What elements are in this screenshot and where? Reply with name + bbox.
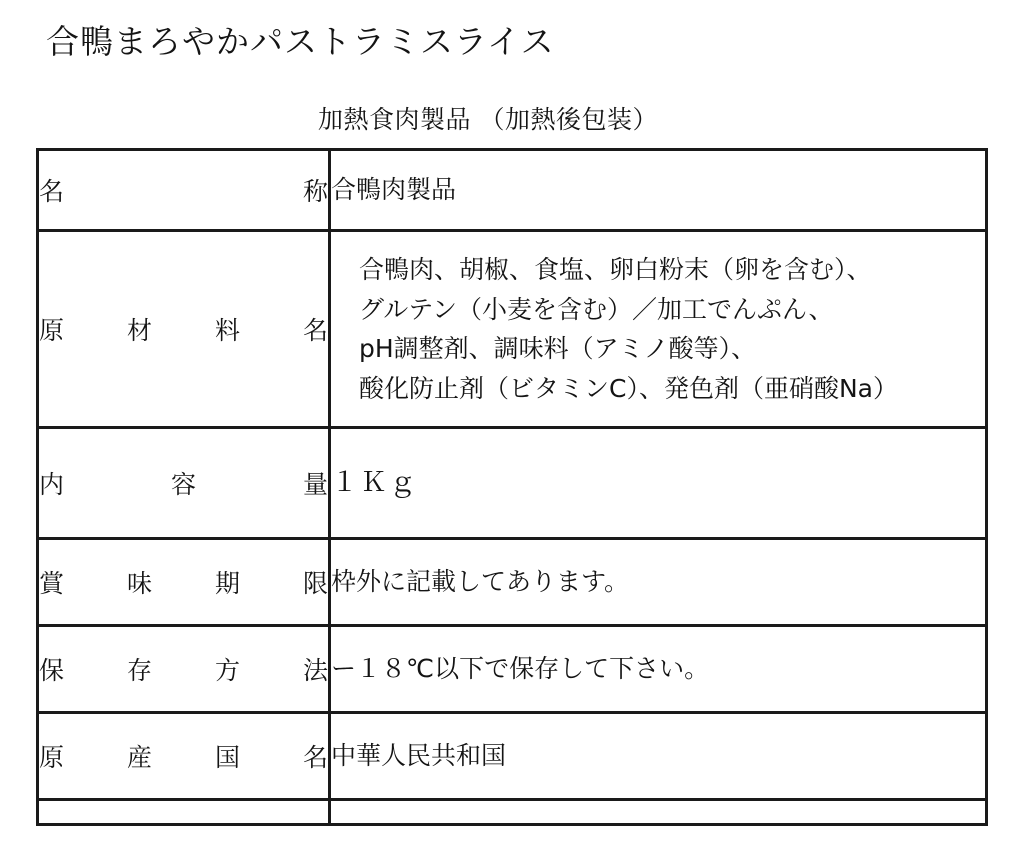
label-char: 名: [39, 177, 65, 206]
row-label-storage: [38, 626, 330, 713]
label-char: 国: [214, 743, 240, 772]
label-char: 限: [302, 569, 328, 598]
value-line: 合鴨肉製品: [331, 175, 457, 205]
value-line: 中華人民共和国: [331, 741, 507, 771]
label-char: 産: [126, 743, 152, 772]
row-value-storage: [330, 626, 987, 713]
label-char: 材: [126, 316, 152, 345]
label-char: 存: [126, 656, 152, 685]
row-label-name: [38, 150, 330, 231]
value-line: グルテン（小麦を含む）／加工でんぷん、: [359, 294, 834, 324]
row-label-quantity: [38, 428, 330, 539]
nutrition-label-table: [36, 148, 988, 826]
row-value-clipped: [330, 800, 987, 825]
label-char: 味: [126, 569, 152, 598]
row-label-best-before: [38, 539, 330, 626]
table-row: [38, 150, 987, 231]
row-label-clipped: [38, 800, 330, 825]
table-row-clipped: [38, 800, 987, 825]
label-char: 料: [214, 316, 240, 345]
label-char: 方: [214, 656, 240, 685]
label-char: 原: [39, 743, 65, 772]
label-char: 名: [302, 316, 328, 345]
table-row: [38, 713, 987, 800]
table-row: [38, 626, 987, 713]
label-char: 内: [39, 470, 65, 499]
label-char: 法: [302, 656, 328, 685]
label-char: 賞: [39, 569, 65, 598]
label-char: 名: [302, 743, 328, 772]
value-line: ー１８℃以下で保存して下さい。: [331, 654, 710, 684]
label-char: 容: [170, 470, 196, 499]
label-char: 期: [214, 569, 240, 598]
table-row: [38, 231, 987, 428]
label-char: 称: [302, 177, 328, 206]
row-label-ingredients: [38, 231, 330, 428]
row-value-origin: [330, 713, 987, 800]
value-line: １Ｋｇ: [331, 466, 418, 498]
label-char: 保: [39, 656, 65, 685]
label-char: 原: [39, 316, 65, 345]
row-value-name: [330, 150, 987, 231]
row-value-best-before: [330, 539, 987, 626]
page-title: 合鴨まろやかパストラミスライス: [46, 22, 555, 61]
row-label-origin: [38, 713, 330, 800]
table-row: [38, 428, 987, 539]
row-value-quantity: [330, 428, 987, 539]
value-line: 枠外に記載してあります。: [331, 567, 630, 597]
table-row: [38, 539, 987, 626]
value-line: pH調整剤、調味料（アミノ酸等）、: [359, 334, 757, 363]
product-category-subtitle: 加熱食肉製品 （加熱後包装）: [318, 105, 658, 134]
label-char: 量: [302, 470, 328, 499]
value-line: 合鴨肉、胡椒、食塩、卵白粉末（卵を含む）、: [359, 255, 872, 284]
value-line: 酸化防止剤（ビタミンC）、発色剤（亜硝酸Na）: [359, 373, 898, 403]
row-value-ingredients: [330, 231, 987, 428]
